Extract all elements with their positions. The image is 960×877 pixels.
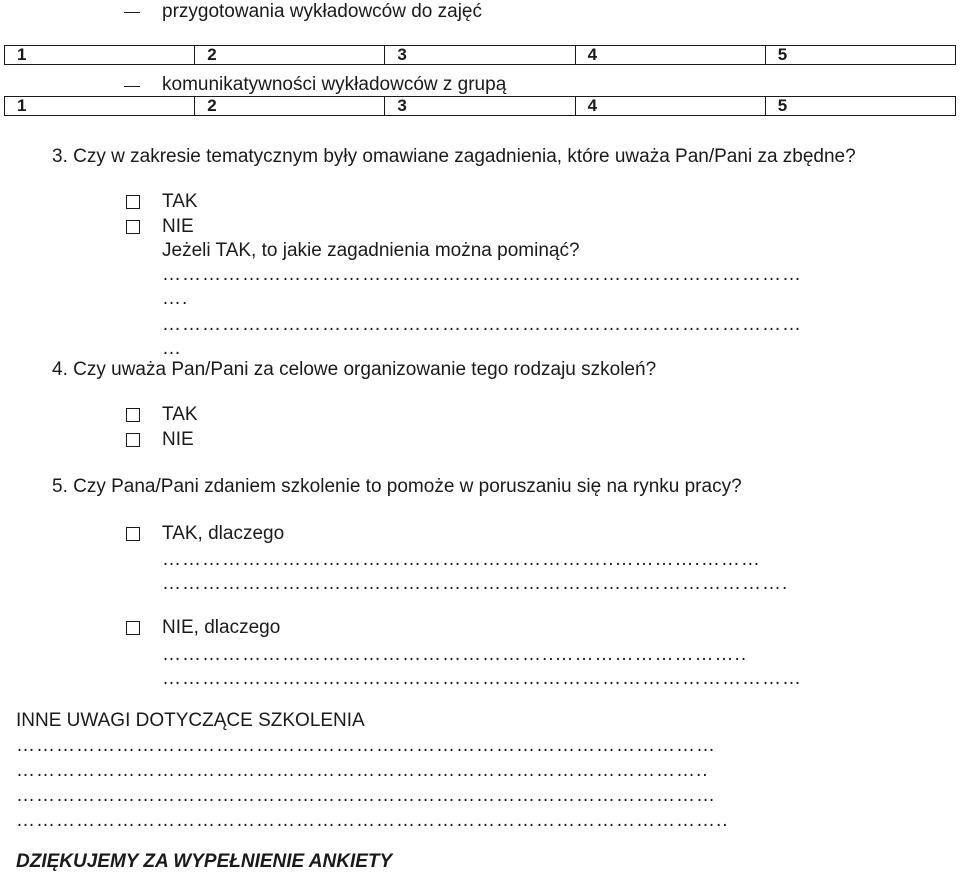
answer-line[interactable]: …………………………………………………………..………….……… [162,549,761,570]
answer-line[interactable]: …………………………………………………………………………………………….. [16,810,729,831]
question-3: 3. Czy w zakresie tematycznym były omawiane zagadnienia, które uważa Pan/Pani za zbędne? [52,146,856,167]
item-comm-label: komunikatywności wykładowców z grupą [162,74,507,95]
answer-line[interactable]: …………………………………………………………………………………………… [16,735,716,756]
item-prep-label: przygotowania wykładowców do zajęć [162,1,482,22]
answer-line[interactable]: …………………………………………………………………………………… [162,668,802,689]
rating-option[interactable]: 5 [765,46,955,65]
option-label: TAK, dlaczego [162,523,285,544]
rating-option[interactable]: 1 [5,46,195,65]
rating-option[interactable]: 4 [575,46,765,65]
checkbox-q5-no[interactable] [126,621,140,635]
rating-option[interactable]: 2 [195,46,385,65]
checkbox-q3-no[interactable] [126,220,140,234]
other-remarks-heading: INNE UWAGI DOTYCZĄCE SZKOLENIA [16,710,365,731]
rating-option[interactable]: 4 [575,97,765,116]
question-3-followup: Jeżeli TAK, to jakie zagadnienia można pominąć? [162,240,580,261]
bullet-dash [124,12,140,13]
rating-option[interactable]: 3 [385,46,575,65]
option-label: NIE [162,429,194,450]
thank-you-footer: DZIĘKUJEMY ZA WYPEŁNIENIE ANKIETY [16,851,393,872]
option-label: TAK [162,404,198,425]
rating-scale-prep [4,45,956,65]
bullet-dash [124,86,140,87]
option-label: NIE, dlaczego [162,617,281,638]
rating-option[interactable]: 2 [195,97,385,116]
answer-line: … [162,338,182,359]
answer-line[interactable]: …………………………………………………………………………………… [162,264,802,285]
question-4: 4. Czy uważa Pan/Pani za celowe organizowanie tego rodzaju szkoleń? [52,359,657,380]
answer-line[interactable]: …………………………………………………………………………………………… [16,785,716,806]
answer-line: …. [162,288,189,309]
option-label: TAK [162,191,198,212]
question-5: 5. Czy Pana/Pani zdaniem szkolenie to pomoże w poruszaniu się na rynku pracy? [52,476,742,497]
answer-line[interactable]: …………………………………………………..……………………….. [162,644,748,665]
option-label: NIE [162,216,194,237]
rating-option[interactable]: 1 [5,97,195,116]
rating-option[interactable]: 5 [765,97,955,116]
answer-line[interactable]: …………………………………………………………………………………… [162,314,802,335]
checkbox-q4-no[interactable] [126,433,140,447]
checkbox-q3-yes[interactable] [126,195,140,209]
checkbox-q4-yes[interactable] [126,408,140,422]
checkbox-q5-yes[interactable] [126,527,140,541]
answer-line[interactable]: ………………………………………………………………………………………….. [16,760,709,781]
rating-option[interactable]: 3 [385,97,575,116]
answer-line[interactable]: …………………………………………………………………………………. [162,573,789,594]
rating-scale-comm [4,96,956,116]
